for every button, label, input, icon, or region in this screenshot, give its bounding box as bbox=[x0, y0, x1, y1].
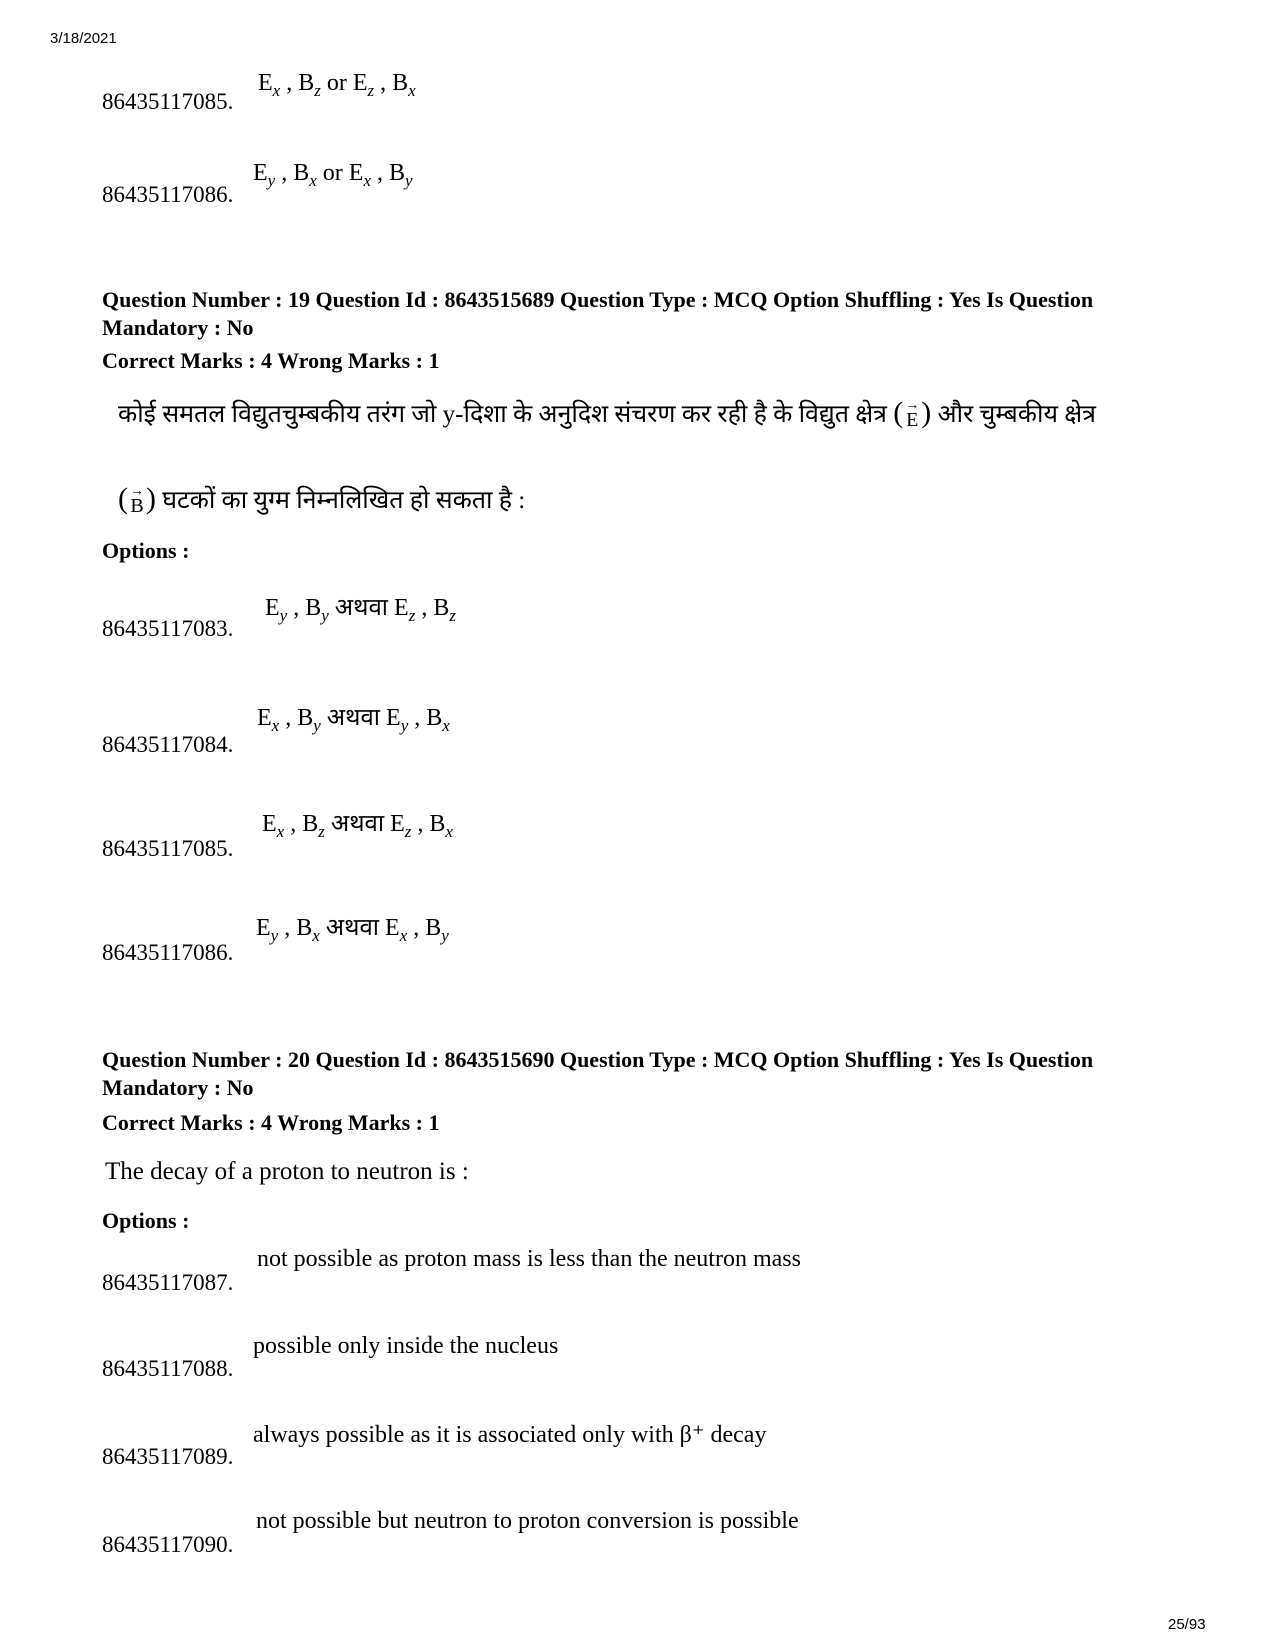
question-header: Question Number : 20 Question Id : 8643515690 Question Type : MCQ Option Shuffling : Yes Is Question Mandatory : No bbox=[102, 1047, 1094, 1100]
options-label: Options : bbox=[102, 1208, 190, 1233]
option-id: 86435117088. bbox=[102, 1356, 234, 1381]
magnetic-field-vector: ( → B ) bbox=[118, 482, 156, 517]
option-id: 86435117083. bbox=[102, 616, 234, 641]
page-number: 25/93 bbox=[1168, 1616, 1206, 1633]
question-text-line: ( → B ) घटकों का युग्म निम्नलिखित हो सकता है : bbox=[118, 482, 526, 517]
question-text-line: कोई समतल विद्युतचुम्बकीय तरंग जो y-दिशा के अनुदिश संचरण कर रही है के विद्युत क्षेत्र ( → E ) और चुम्बकीय क्षेत्र bbox=[118, 396, 1096, 431]
option-id: 86435117084. bbox=[102, 732, 234, 757]
option-id: 86435117085. bbox=[102, 836, 234, 861]
option-text: $E_x$ , $B_z$ or $E_z$ , $B_x$ bbox=[258, 70, 416, 100]
option-text: $E_x$ , $B_z$ अथवा $E_z$ , $B_x$ bbox=[262, 811, 453, 841]
question-marks: Correct Marks : 4 Wrong Marks : 1 bbox=[102, 1110, 440, 1135]
question-text: The decay of a proton to neutron is : bbox=[105, 1158, 469, 1185]
option-text: possible only inside the nucleus bbox=[253, 1333, 559, 1359]
option-id: 86435117085. bbox=[102, 89, 234, 114]
option-id: 86435117086. bbox=[102, 940, 234, 965]
option-text: $E_x$ , $B_y$ अथवा $E_y$ , $B_x$ bbox=[257, 705, 450, 735]
question-header: Question Number : 19 Question Id : 8643515689 Question Type : MCQ Option Shuffling : Yes Is Question Mandatory : No bbox=[102, 287, 1094, 340]
option-text: $E_y$ , $B_x$ अथवा $E_x$ , $B_y$ bbox=[256, 915, 449, 945]
option-text: $E_y$ , $B_y$ अथवा $E_z$ , $B_z$ bbox=[265, 595, 456, 625]
option-text: $E_y$ , $B_x$ or $E_x$ , $B_y$ bbox=[253, 160, 413, 190]
option-id: 86435117089. bbox=[102, 1444, 234, 1469]
option-id: 86435117086. bbox=[102, 182, 234, 207]
option-id: 86435117090. bbox=[102, 1532, 234, 1557]
option-text: not possible as proton mass is less than the neutron mass bbox=[257, 1246, 801, 1272]
question-marks: Correct Marks : 4 Wrong Marks : 1 bbox=[102, 348, 440, 373]
option-text: not possible but neutron to proton conversion is possible bbox=[256, 1508, 799, 1534]
print-date: 3/18/2021 bbox=[50, 30, 117, 47]
electric-field-vector: ( → E ) bbox=[893, 396, 932, 431]
option-text: always possible as it is associated only with β⁺ decay bbox=[253, 1422, 767, 1448]
options-label: Options : bbox=[102, 538, 190, 563]
option-id: 86435117087. bbox=[102, 1270, 234, 1295]
